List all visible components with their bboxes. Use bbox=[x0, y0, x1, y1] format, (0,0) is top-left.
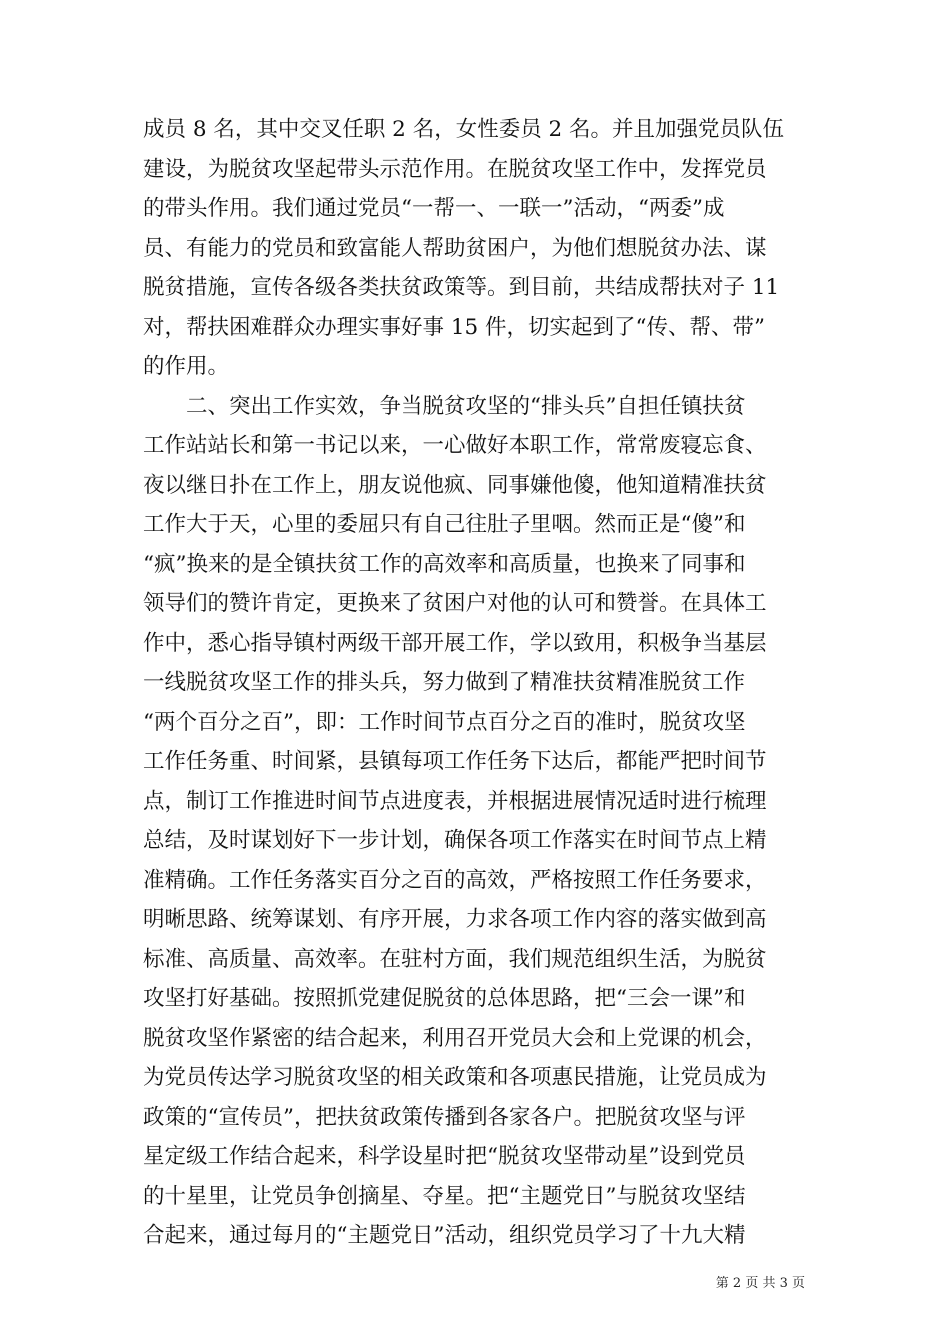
text-line: 为党员传达学习脱贫攻坚的相关政策和各项惠民措施，让党员成为 bbox=[143, 1065, 767, 1090]
page-number-footer: 第 2 页 共 3 页 bbox=[715, 1276, 805, 1291]
text-line: “两个百分之百”，即：工作时间节点百分之百的准时，脱贫攻坚 bbox=[143, 709, 746, 735]
text-line: 总结，及时谋划好下一步计划，确保各项工作落实在时间节点上精 bbox=[143, 828, 767, 853]
text-line: “疯”换来的是全镇扶贫工作的高效率和高质量，也换来了同事和 bbox=[143, 551, 746, 577]
text-line: 员、有能力的党员和致富能人帮助贫困户，为他们想脱贫办法、谋 bbox=[143, 235, 767, 261]
text-line: 攻坚打好基础。按照抓党建促脱贫的总体思路，把“三会一课”和 bbox=[143, 986, 746, 1011]
text-line: 标准、高质量、高效率。在驻村方面，我们规范组织生活，为脱贫 bbox=[143, 946, 767, 972]
text-line: 脱贫措施，宣传各级各类扶贫政策等。到目前，共结成帮扶对子 11 bbox=[143, 275, 780, 300]
text-line: 夜以继日扑在工作上，朋友说他疯、同事嫌他傻，他知道精准扶贫 bbox=[143, 472, 767, 498]
text-line: 建设，为脱贫攻坚起带头示范作用。在脱贫攻坚工作中，发挥党员 bbox=[143, 156, 767, 182]
text-line: 政策的“宣传员”，把扶贫政策传播到各家各户。把脱贫攻坚与评 bbox=[143, 1104, 746, 1130]
text-line: 成员 8 名，其中交叉任职 2 名，女性委员 2 名。并且加强党员队伍 bbox=[143, 117, 785, 142]
text-line: 的作用。 bbox=[143, 354, 230, 379]
text-line: 工作任务重、时间紧，县镇每项工作任务下达后，都能严把时间节 bbox=[143, 749, 767, 774]
text-line: 明晰思路、统筹谋划、有序开展，力求各项工作内容的落实做到高 bbox=[143, 907, 767, 932]
text-line: 点，制订工作推进时间节点进度表，并根据进展情况适时进行梳理 bbox=[143, 788, 767, 814]
text-line: 工作站站长和第一书记以来，一心做好本职工作，常常废寝忘食、 bbox=[143, 433, 767, 458]
text-line: 一线脱贫攻坚工作的排头兵，努力做到了精准扶贫精准脱贫工作 bbox=[143, 670, 746, 695]
body-text bbox=[143, 110, 808, 1256]
text-line: 作中，悉心指导镇村两级干部开展工作，学以致用，积极争当基层 bbox=[143, 630, 767, 656]
paragraph-heading-line: 二、突出工作实效，争当脱贫攻坚的“排头兵”自担任镇扶贫 bbox=[143, 393, 746, 419]
text-line: 的十星里，让党员争创摘星、夺星。把“主题党日”与脱贫攻坚结 bbox=[143, 1183, 746, 1209]
text-line: 领导们的赞许肯定，更换来了贫困户对他的认可和赞誉。在具体工 bbox=[143, 591, 767, 616]
text-line: 对，帮扶困难群众办理实事好事 15 件，切实起到了“传、帮、带” bbox=[143, 314, 766, 340]
text-line: 星定级工作结合起来，科学设星时把“脱贫攻坚带动星”设到党员 bbox=[143, 1144, 746, 1169]
text-line: 准精确。工作任务落实百分之百的高效，严格按照工作任务要求， bbox=[143, 867, 767, 893]
text-line: 脱贫攻坚作紧密的结合起来，利用召开党员大会和上党课的机会， bbox=[143, 1025, 767, 1051]
text-line: 的带头作用。我们通过党员“一帮一、一联一”活动，“两委”成 bbox=[143, 196, 725, 221]
text-line: 合起来，通过每月的“主题党日”活动，组织党员学习了十九大精 bbox=[143, 1223, 746, 1248]
text-line: 工作大于天，心里的委屈只有自己往肚子里咽。然而正是“傻”和 bbox=[143, 512, 746, 537]
